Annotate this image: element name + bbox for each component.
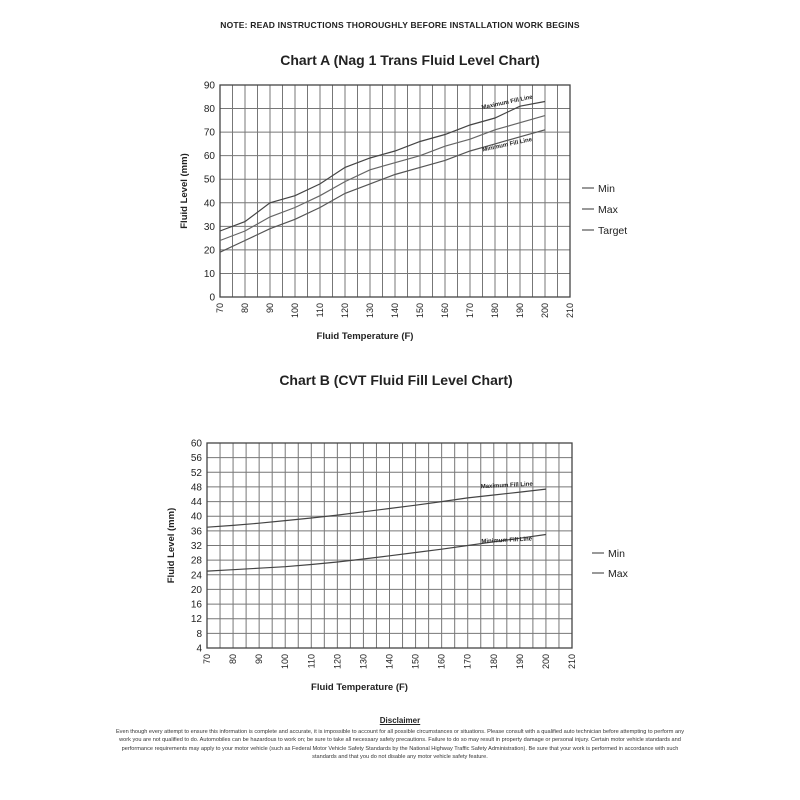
y-tick-label: 56 xyxy=(190,453,202,465)
y-tick-label: 52 xyxy=(190,467,202,479)
x-tick-label: 80 xyxy=(228,654,239,665)
legend-label-min: Min xyxy=(608,548,625,560)
x-tick-label: 110 xyxy=(306,654,317,669)
legend-label-min: Min xyxy=(598,183,615,195)
y-tick-label: 28 xyxy=(190,555,202,567)
annotation-label: Minimum Fill Line xyxy=(481,137,533,154)
y-tick-label: 10 xyxy=(203,268,215,280)
installation-note: NOTE: READ INSTRUCTIONS THOROUGHLY BEFORE INSTALLATION WORK BEGINS xyxy=(220,20,580,30)
y-tick-label: 44 xyxy=(190,497,202,509)
y-tick-label: 50 xyxy=(203,174,215,186)
y-tick-label: 24 xyxy=(190,570,202,582)
chart-b-title: Chart B (CVT Fluid Fill Level Chart) xyxy=(279,372,513,388)
x-tick-label: 130 xyxy=(358,654,369,670)
x-tick-label: 210 xyxy=(567,654,577,670)
x-tick-label: 100 xyxy=(290,303,300,319)
x-tick-label: 80 xyxy=(240,303,250,314)
legend-label-max: Max xyxy=(598,204,618,216)
y-tick-label: 40 xyxy=(190,511,202,523)
y-tick-label: 70 xyxy=(203,127,215,139)
x-tick-label: 190 xyxy=(514,654,525,670)
y-tick-label: 90 xyxy=(203,80,215,92)
x-axis-label: Fluid Temperature (F) xyxy=(316,331,414,342)
x-tick-label: 140 xyxy=(390,303,400,319)
y-tick-label: 20 xyxy=(190,584,202,596)
y-axis-label: Fluid Level (mm) xyxy=(179,153,190,229)
y-tick-label: 30 xyxy=(203,221,215,233)
x-tick-label: 90 xyxy=(265,303,275,314)
legend-label-target: Target xyxy=(598,225,628,237)
y-tick-label: 12 xyxy=(190,614,202,626)
x-tick-label: 160 xyxy=(436,654,447,670)
y-tick-label: 36 xyxy=(190,526,202,538)
x-tick-label: 180 xyxy=(488,654,499,670)
annotation-label: Maximum Fill Line xyxy=(481,94,534,112)
y-tick-label: 48 xyxy=(190,482,202,494)
x-tick-label: 100 xyxy=(280,654,291,670)
y-tick-label: 60 xyxy=(203,151,215,163)
x-tick-label: 140 xyxy=(384,654,395,670)
x-tick-label: 120 xyxy=(340,303,350,319)
x-tick-label: 130 xyxy=(365,303,375,319)
x-tick-label: 200 xyxy=(540,303,550,319)
x-tick-label: 150 xyxy=(410,654,421,670)
y-tick-label: 4 xyxy=(196,643,202,655)
disclaimer-heading: Disclaimer xyxy=(379,716,421,725)
x-tick-label: 120 xyxy=(332,654,343,670)
chart-a-title: Chart A (Nag 1 Trans Fluid Level Chart) xyxy=(280,52,540,68)
x-tick-label: 170 xyxy=(465,303,475,319)
y-tick-label: 32 xyxy=(190,541,202,552)
y-axis-label: Fluid Level (mm) xyxy=(166,507,177,584)
y-tick-label: 60 xyxy=(190,438,202,450)
annotation-label: Minimum Fill Line xyxy=(481,536,533,546)
legend-label-max: Max xyxy=(608,568,628,580)
x-tick-label: 200 xyxy=(540,654,551,670)
y-tick-label: 16 xyxy=(190,599,202,611)
x-tick-label: 110 xyxy=(315,303,325,318)
x-tick-label: 70 xyxy=(202,654,212,665)
x-tick-label: 90 xyxy=(254,654,265,665)
disclaimer-text: Even though every attempt to ensure this information is complete and accurate, it is impossible to account for all possible circumstances or situations. Please consult with a qualified auto technician before attempting to perform any work you are not qualified to do. Automobiles can be hazardous to work on; be sure to take all necessary safety precautions. Failure to do so may result in property damage or personal injury. Certain motor vehicle standards and performance requirements may apply to your motor vehicle (such as Federal Motor Vehicle Safety Standards by the National Highway Traffic Safety Administration). Be sure that your work is performed in accordance with such standards and that you do not disable any motor vehicle safety feature. xyxy=(115,729,685,761)
y-tick-label: 8 xyxy=(196,628,202,640)
x-tick-label: 160 xyxy=(440,303,450,319)
annotation-label: Maximum Fill Line xyxy=(480,481,533,491)
x-tick-label: 180 xyxy=(490,303,500,319)
x-tick-label: 170 xyxy=(462,654,473,670)
y-tick-label: 20 xyxy=(203,245,215,257)
x-tick-label: 210 xyxy=(565,303,575,319)
y-tick-label: 80 xyxy=(203,104,215,116)
x-axis-label: Fluid Temperature (F) xyxy=(311,682,408,693)
y-tick-label: 40 xyxy=(203,198,215,210)
x-tick-label: 190 xyxy=(515,303,525,319)
x-tick-label: 150 xyxy=(415,303,425,319)
y-tick-label: 0 xyxy=(209,292,215,304)
x-tick-label: 70 xyxy=(215,303,225,314)
